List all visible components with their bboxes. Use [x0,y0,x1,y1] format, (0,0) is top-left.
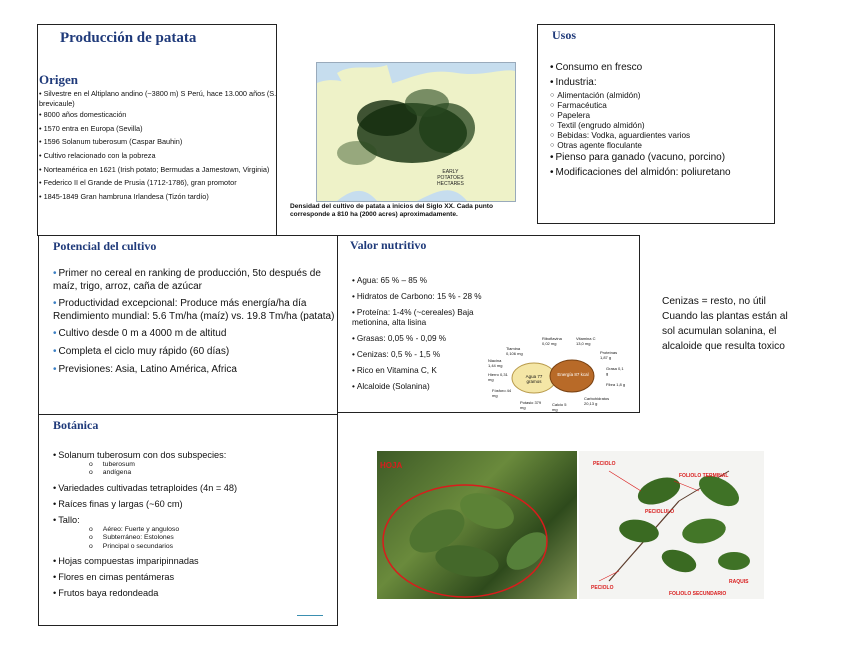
potencial-item: • Completa el ciclo muy rápido (60 días) [53,346,337,359]
botanica-subitem: o tuberosum [89,461,335,469]
origen-item: • Silvestre en el Altiplano andino (~3800 m) S Perú, hace 13.000 años (S. brevicaule) [39,89,277,108]
botanica-item-text: Hojas compuestas imparipinnadas [58,556,199,567]
valor-item: • Proteína: 1-4% (~cereales) Baja metionina, alta lisina [352,308,512,328]
label-hierro: Hierro 0,31 mg [488,372,508,382]
usos-item: ○ Papelera [550,111,774,121]
label-vitamina-c: Vitamina C 13,0 mg [576,336,596,346]
origen-item: • Cultivo relacionado con la pobreza [39,151,277,161]
usos-item: ○ Textil (engrudo almidón) [550,121,774,131]
label-potasio: Potasio 379 mg [520,400,542,410]
usos-item: ○ Farmacéutica [550,101,774,111]
potencial-item: • Productividad excepcional: Produce más energía/ha día Rendimiento mundial: 5.6 Tm/ha (maíz) vs. 19.8 Tm/ha (patata) [53,298,337,323]
leaf-graphic-left [377,451,577,599]
origen-item: • 8000 años domesticación [39,110,277,120]
botanica-title: Botánica [53,418,99,432]
potencial-list [53,268,337,381]
produccion-title: Producción de patata [60,30,197,46]
usos-item: • Consumo en fresco [550,61,774,75]
botanica-subitem: o Subterráneo: Estolones [89,534,335,542]
label-carbohidratos: Carbohidratos 20,13 g [584,396,610,406]
botanica-item [53,555,335,567]
origen-item: • Federico II el Grande de Prusia (1712-1786), gran promotor [39,178,277,188]
botanica-subitem: o Aéreo: Fuerte y anguloso [89,526,335,534]
leaf-photo-right [579,451,764,599]
usos-item: ○ Alimentación (almidón) [550,91,774,101]
valor-title: Valor nutritivo [350,238,427,252]
botanica-list [53,449,335,603]
map-caption: Densidad del cultivo de patata a inicios del Siglo XX. Cada punto corresponde a 810 ha (2000 acres) aproximadamente. [290,203,493,219]
cenizas-note: Cenizas = resto, no útil Cuando las plantas están al sol acumulan solanina, el alcaloide que resulta toxico [662,296,788,352]
botanica-item [53,514,335,551]
usos-item: • Modificaciones del almidón: poliuretano [550,166,774,180]
label-raquis: RAQUIS [729,579,749,585]
botanica-item-text: Tallo: [58,514,80,525]
label-peciolo-bottom: PECIOLO [591,585,614,591]
potencial-item: • Cultivo desde 0 m a 4000 m de altitud [53,328,337,341]
botanica-item [53,498,335,510]
map-graphic [317,63,515,201]
label-grasa: Grasa 0,1 g [606,366,624,376]
usos-title: Usos [552,28,577,42]
label-fosforo: Fósforo 44 mg [492,388,512,398]
valor-item: • Grasas: 0,05 % - 0,09 % [352,334,512,344]
valor-panel [337,235,640,413]
label-agua: Agua 77 gramos [525,374,543,384]
botanica-item-text: Frutos baya redondeada [58,588,159,599]
label-tiamina: Tiamina 0,106 mg [506,346,523,356]
label-foliolo: FOLIOLO TERMINAL [679,473,729,479]
botanica-sublist [53,526,335,551]
valor-item: • Rico en Vitamina C, K [352,366,512,376]
botanica-item [53,587,335,599]
botanica-subitem: o andígena [89,469,335,477]
potencial-item: • Primer no cereal en ranking de producción, 5to después de maíz, trigo, arroz, caña de azúcar [53,268,337,293]
potencial-panel [38,235,338,415]
label-riboflavina: Riboflavina 0,02 mg [542,336,562,346]
botanica-item-text: Variedades cultivadas tetraploides (4n = 48) [58,482,238,493]
botanica-item-text: Flores en cimas pentámeras [58,572,175,583]
label-peciolulo: PECIOLULO [645,509,675,515]
label-fibra: Fibra 1,8 g [606,382,626,387]
usos-item: • Industria: [550,76,774,90]
botanica-item [53,571,335,583]
valor-item: • Agua: 65 % – 85 % [352,276,512,286]
map-legend-1: EARLY [442,169,459,175]
label-niacina: Niacina 1,44 mg [488,358,503,368]
label-peciolo-top: PECIOLO [593,461,616,467]
label-energia: Energía 87 kcal [557,372,589,377]
origen-list [39,89,277,205]
map-legend-2: POTATOES [437,175,464,181]
leaf-graphic-right [579,451,764,599]
map-legend [437,169,464,187]
map-legend-3: HECTARES [437,181,464,187]
botanica-panel [38,414,338,626]
valor-item: • Alcaloide (Solanina) [352,382,512,392]
origen-item: • Norteamérica en 1621 (Irish potato; Bermudas a Jamestown, Virginia) [39,165,277,175]
nutrition-chart [472,332,632,410]
label-hoja: HOJA [380,461,403,470]
potato-density-map [316,62,516,202]
label-foliolo-secundario: FOLIOLO SECUNDARIO [669,591,727,597]
potencial-item: • Previsiones: Asia, Latino América, Africa [53,364,337,377]
botanica-subitem: o Principal o secundarios [89,543,335,551]
produccion-panel [37,24,277,236]
botanica-item [53,482,335,494]
botanica-item-text: Raíces finas y largas (~60 cm) [58,498,183,509]
botanica-item [53,449,335,478]
usos-list [550,61,774,181]
botanica-sublist [53,461,335,478]
origen-item: • 1845-1849 Gran hambruna Irlandesa (Tizón tardío) [39,192,277,202]
valor-item: • Hidratos de Carbono: 15 % - 28 % [352,292,512,302]
slide-underline [297,615,323,616]
origen-item: • 1570 entra en Europa (Sevilla) [39,124,277,134]
leaf-photo-left [377,451,577,599]
valor-item: • Cenizas: 0,5 % - 1,5 % [352,350,512,360]
label-proteinas: Proteínas 1,87 g [600,350,618,360]
botanica-item-text: Solanum tuberosum con dos subspecies: [58,450,227,460]
usos-item: ○ Otras agente floculante [550,141,774,151]
origen-heading: Origen [39,72,78,87]
usos-panel [537,24,775,224]
usos-item: ○ Bebidas: Vodka, aguardientes varios [550,131,774,141]
potencial-title: Potencial del cultivo [53,239,157,253]
origen-item: • 1596 Solanum tuberosum (Caspar Bauhin) [39,137,277,147]
label-calcio: Calcio 5 mg [552,402,567,412]
usos-item: • Pienso para ganado (vacuno, porcino) [550,151,774,165]
